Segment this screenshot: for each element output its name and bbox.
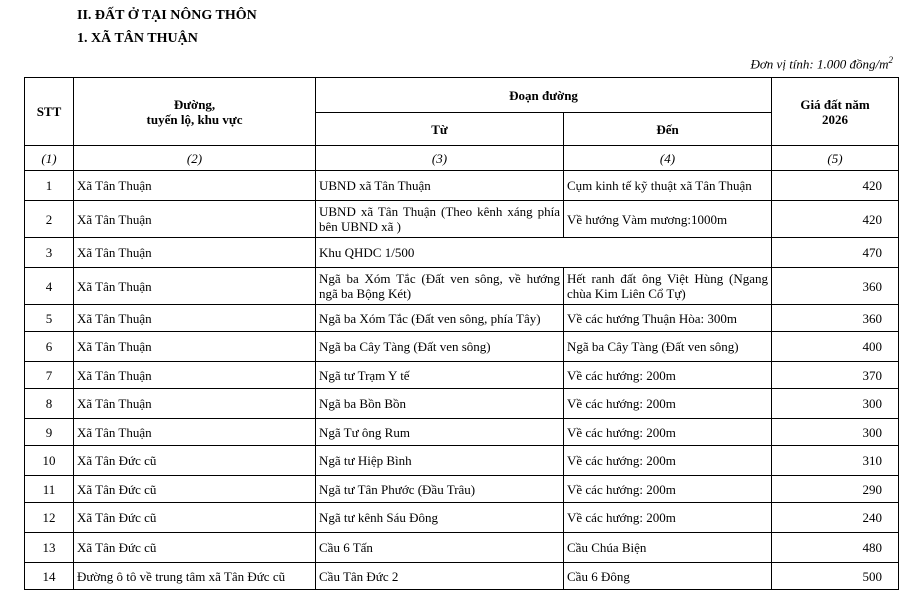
stt-cell: 6 — [25, 332, 74, 362]
from-cell: Ngã tư Hiệp Bình — [316, 446, 564, 476]
road-cell: Xã Tân Thuận — [74, 171, 316, 201]
to-cell: Ngã ba Cây Tàng (Đất ven sông) — [564, 332, 772, 362]
table-row — [25, 362, 899, 389]
price-cell: 370 — [772, 362, 899, 389]
stt-cell: 12 — [25, 503, 74, 533]
header-stt: STT — [25, 78, 74, 146]
index-cell: (4) — [564, 146, 772, 171]
road-cell: Xã Tân Thuận — [74, 201, 316, 238]
road-cell: Xã Tân Thuận — [74, 419, 316, 446]
price-cell: 400 — [772, 332, 899, 362]
header-road: Đường, tuyến lộ, khu vực — [74, 78, 316, 146]
header-price: Giá đất năm 2026 — [772, 78, 899, 146]
stt-cell: 10 — [25, 446, 74, 476]
road-cell: Xã Tân Thuận — [74, 332, 316, 362]
from-cell: Khu QHDC 1/500 — [316, 238, 772, 268]
header-from: Từ — [316, 113, 564, 146]
subsection-title: 1. XÃ TÂN THUẬN — [77, 31, 198, 46]
table-row — [25, 305, 899, 332]
road-cell: Xã Tân Đức cũ — [74, 533, 316, 563]
price-cell: 420 — [772, 171, 899, 201]
index-cell: (1) — [25, 146, 74, 171]
stt-cell: 8 — [25, 389, 74, 419]
to-cell: Về hướng Vàm mương:1000m — [564, 201, 772, 238]
from-cell: UBND xã Tân Thuận (Theo kênh xáng phía bên UBND xã ) — [316, 201, 564, 238]
stt-cell: 2 — [25, 201, 74, 238]
stt-cell: 3 — [25, 238, 74, 268]
price-cell: 290 — [772, 476, 899, 503]
from-cell: Ngã tư kênh Sáu Đông — [316, 503, 564, 533]
stt-cell: 5 — [25, 305, 74, 332]
stt-cell: 9 — [25, 419, 74, 446]
stt-cell: 14 — [25, 563, 74, 590]
table-row — [25, 332, 899, 362]
price-cell: 300 — [772, 419, 899, 446]
to-cell: Về các hướng: 200m — [564, 503, 772, 533]
road-cell: Xã Tân Đức cũ — [74, 503, 316, 533]
unit-note: Đơn vị tính: 1.000 đồng/$m^2$ — [750, 55, 893, 72]
price-cell: 360 — [772, 305, 899, 332]
from-cell: Cầu Tân Đức 2 — [316, 563, 564, 590]
table-row — [25, 238, 899, 268]
stt-cell: 13 — [25, 533, 74, 563]
to-cell: Cầu 6 Đông — [564, 563, 772, 590]
road-cell: Xã Tân Thuận — [74, 305, 316, 332]
road-cell: Xã Tân Đức cũ — [74, 446, 316, 476]
to-cell: Cầu Chúa Biện — [564, 533, 772, 563]
from-cell: Ngã ba Bồn Bồn — [316, 389, 564, 419]
to-cell: Về các hướng: 200m — [564, 446, 772, 476]
price-cell: 500 — [772, 563, 899, 590]
table-row — [25, 389, 899, 419]
table-row — [25, 201, 899, 238]
from-cell: Ngã ba Xóm Tắc (Đất ven sông, về hướng ngã ba Bộng Két) — [316, 268, 564, 305]
section-title: II. ĐẤT Ở TẠI NÔNG THÔN — [77, 8, 257, 23]
table-row — [25, 533, 899, 563]
stt-cell: 11 — [25, 476, 74, 503]
index-cell: (3) — [316, 146, 564, 171]
from-cell: Ngã Tư ông Rum — [316, 419, 564, 446]
index-cell: (2) — [74, 146, 316, 171]
from-cell: Ngã ba Xóm Tắc (Đất ven sông, phía Tây) — [316, 305, 564, 332]
from-cell: Ngã ba Cây Tàng (Đất ven sông) — [316, 332, 564, 362]
to-cell: Cụm kinh tế kỹ thuật xã Tân Thuận — [564, 171, 772, 201]
index-cell: (5) — [772, 146, 899, 171]
stt-cell: 1 — [25, 171, 74, 201]
index-row — [25, 146, 899, 171]
to-cell: Hết ranh đất ông Việt Hùng (Ngang chùa Kim Liên Cổ Tự) — [564, 268, 772, 305]
price-cell: 360 — [772, 268, 899, 305]
price-cell: 300 — [772, 389, 899, 419]
table-row — [25, 563, 899, 590]
to-cell: Về các hướng: 200m — [564, 419, 772, 446]
from-cell: UBND xã Tân Thuận — [316, 171, 564, 201]
to-cell: Về các hướng Thuận Hòa: 300m — [564, 305, 772, 332]
land-price-table — [24, 77, 899, 590]
road-cell: Đường ô tô về trung tâm xã Tân Đức cũ — [74, 563, 316, 590]
stt-cell: 7 — [25, 362, 74, 389]
table-row — [25, 268, 899, 305]
price-cell: 310 — [772, 446, 899, 476]
price-cell: 420 — [772, 201, 899, 238]
road-cell: Xã Tân Đức cũ — [74, 476, 316, 503]
road-cell: Xã Tân Thuận — [74, 389, 316, 419]
price-cell: 480 — [772, 533, 899, 563]
from-cell: Ngã tư Trạm Y tế — [316, 362, 564, 389]
road-cell: Xã Tân Thuận — [74, 362, 316, 389]
road-cell: Xã Tân Thuận — [74, 238, 316, 268]
from-cell: Ngã tư Tân Phước (Đầu Trâu) — [316, 476, 564, 503]
to-cell: Về các hướng: 200m — [564, 476, 772, 503]
from-cell: Cầu 6 Tấn — [316, 533, 564, 563]
table-row — [25, 503, 899, 533]
header-segment: Đoạn đường — [316, 78, 772, 113]
price-cell: 470 — [772, 238, 899, 268]
table-row — [25, 171, 899, 201]
table-row — [25, 446, 899, 476]
price-cell: 240 — [772, 503, 899, 533]
to-cell: Về các hướng: 200m — [564, 362, 772, 389]
table-row — [25, 419, 899, 446]
stt-cell: 4 — [25, 268, 74, 305]
table-row — [25, 476, 899, 503]
to-cell: Về các hướng: 200m — [564, 389, 772, 419]
header-to: Đến — [564, 113, 772, 146]
road-cell: Xã Tân Thuận — [74, 268, 316, 305]
